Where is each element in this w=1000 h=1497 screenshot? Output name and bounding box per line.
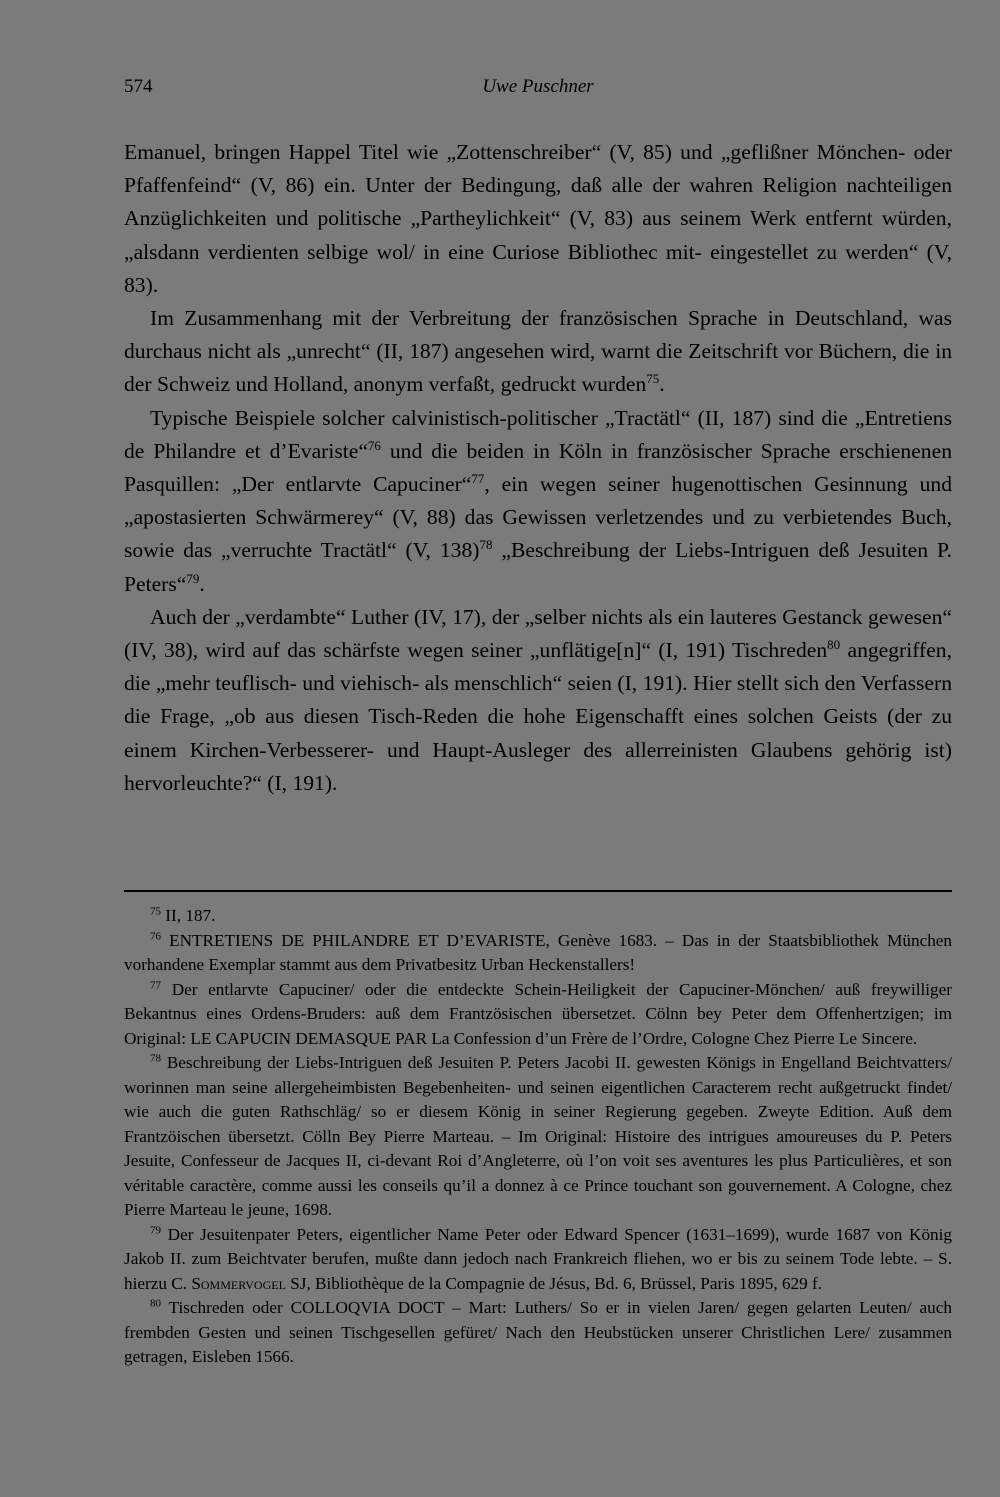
paragraph-3-part-c: , ein wegen seiner hugenottischen Gesinnung und „apostasierten Schwärmerey“ (V, 88) das Gewissen verletzendes und zu verbietendes Buch, sowie das „verruchte Tractätl“ (V, 138) [124, 472, 952, 563]
paragraph-1: Emanuel, bringen Happel Titel wie „Zottenschreiber“ (V, 85) und „geflißner Mönchen- oder Pfaffenfeind“ (V, 86) ein. Unter der Bedingung, daß alle der wahren Religion nachteiligen Anzüglichkeiten und politische „Partheylichkeit“ (V, 83) aus seinem Werk entfernt würden, „alsdann verdienten selbige wol/ in eine Curiose Bibliothec mit- eingestellet zu werden“ (V, 83). [124, 140, 952, 297]
footnote-ref-77: 77 [471, 470, 485, 486]
footnote-number: 79 [150, 1223, 161, 1236]
paragraph-4-part-b: angegriffen, die „mehr teuflisch- und viehisch- als menschlich“ seien (I, 191). Hier stellt sich den Verfassern die Frage, „ob aus diesen Tisch-Reden die hohe Eigenschafft eines solchen Geists (der zu einem Kirchen-Verbesserer- und Haupt-Ausleger des allerreinisten Glaubens gehörig ist) hervorleuchte?“ (I, 191). [124, 638, 953, 795]
paragraph-3-part-e: . [199, 571, 205, 596]
paragraph-4-part-a: Auch der „verdambte“ Luther (IV, 17), der „selber nichts als ein lauteres Gestanck gewesen“ (IV, 38), wird auf das schärfste wegen seiner „unflätige[n]“ (I, 191) Tischreden [124, 604, 952, 663]
paragraph-3-part-d: „Beschreibung der Liebs-Intriguen deß Jesuiten P. Peters“ [124, 538, 953, 596]
paragraph-2-end: . [659, 372, 665, 397]
footnote-number: 78 [150, 1052, 161, 1065]
footnote-text: Beschreibung der Liebs-Intriguen deß Jesuiten P. Peters Jacobi II. gewesten Königs in Engelland Beichtvatters/ worinnen man seine allergeheimbisten Begebenheiten- und seinen eigentlichen Caracterem recht außgetruckt findet/ wie auch die guten Rathschläg/ so er diesem König in seiner Regierung gegeben. Zweyte Edition. Auß dem Frantzöischen übersetzt. Cölln Bey Pierre Marteau. – Im Original: Histoire des intrigues amoureuses du P. Peters Jesuite, Confesseur de Jacques II, ci-devant Roi d’Angleterre, où l’on voit ses aventures les plus Particulières, et son véritable caractère, comme aussi les conseils qu’il a donnez à ce Prince touchant son gouvernement. A Cologne, chez Pierre Marteau le jeune, 1698. [124, 1053, 952, 1219]
footnote-ref-76: 76 [367, 437, 381, 453]
footnotes [124, 904, 952, 1370]
footnote-ref-78: 78 [479, 537, 493, 553]
page-header [124, 76, 952, 102]
footnote-79 [124, 1223, 952, 1297]
footnote-76 [124, 929, 952, 978]
footnote-number: 75 [150, 905, 161, 918]
paragraph-2-text: Im Zusammenhang mit der Verbreitung der französischen Sprache in Deutschland, was durchaus nicht als „unrecht“ (II, 187) angesehen wird, warnt die Zeitschrift vor Büchern, die in der Schweiz und Holland, anonym verfaßt, gedruckt wurden [124, 306, 952, 397]
footnote-text: Der entlarvte Capuciner/ oder die entdeckte Schein-Heiligkeit der Capuciner-Mönchen/ auß freywilliger Bekantnus eines Ordens-Bruders: auß dem Frantzösischen übersetzet. Cölnn bey Peter dem Offenhertzigen; im Original: LE CAPUCIN DEMASQUE PAR La Confession d’un Frère de l’Ordre, Cologne Chez Pierre Le Sincere. [124, 979, 952, 1048]
footnote-75 [124, 904, 952, 929]
footnote-80 [124, 1296, 952, 1370]
footnote-text-end: SJ, Bibliothèque de la Compagnie de Jésus, Bd. 6, Brüssel, Paris 1895, 629 f. [285, 1273, 823, 1293]
paragraph-3-part-b: und die beiden in Köln in französischer Sprache erschienenen Pasquillen: „Der entlarvte Capuciner“ [124, 438, 952, 497]
paragraph-4 [124, 601, 952, 800]
paragraph-3-part-a: Typische Beispiele solcher calvinistisch-politischer „Tractätl“ (II, 187) sind die „Entretiens de Philandre et d’Evariste“ [124, 405, 952, 463]
footnote-ref-75: 75 [646, 371, 660, 387]
footnote-77 [124, 978, 952, 1052]
running-title: Uwe Puschner [482, 76, 594, 97]
author-name: Sommervogel [191, 1273, 286, 1293]
footnote-ref-80: 80 [827, 636, 841, 652]
footnote-separator [124, 890, 952, 892]
body-text [124, 136, 952, 800]
paragraph-2 [124, 302, 952, 402]
paragraph-3 [124, 402, 952, 601]
footnote-number: 76 [150, 929, 161, 942]
footnote-number: 77 [150, 978, 161, 991]
footnote-text: , Genève 1683. – Das in der Staatsbibliothek München vorhandene Exemplar stammt aus dem Privatbesitz Urban Heckenstallers! [124, 930, 953, 974]
footnote-title: ENTRETIENS DE PHILANDRE ET D’EVARISTE [169, 930, 546, 950]
footnote-78 [124, 1051, 952, 1223]
footnote-ref-79: 79 [186, 570, 200, 586]
footnote-text: II, 187. [165, 906, 216, 925]
page-number: 574 [124, 76, 153, 97]
footnote-number: 80 [150, 1297, 161, 1310]
footnote-text: Tischreden oder COLLOQVIA DOCT – Mart: Luthers/ So er in vielen Jaren/ gegen gelarten Leuten/ auch frembden Gesten und seinen Tischgesellen gefüret/ Nach den Heubstücken unserer Christlichen Lere/ zusammen getragen, Eisleben 1566. [124, 1298, 952, 1366]
footnote-text: Der Jesuitenpater Peters, eigentlicher Name Peter oder Edward Spencer (1631–1699), wurde 1687 von König Jakob II. zum Beichtvater berufen, mußte dann jedoch nach Frankreich fliehen, wo er bis zu seinem Tode lebte. – S. hierzu C. [124, 1224, 953, 1293]
